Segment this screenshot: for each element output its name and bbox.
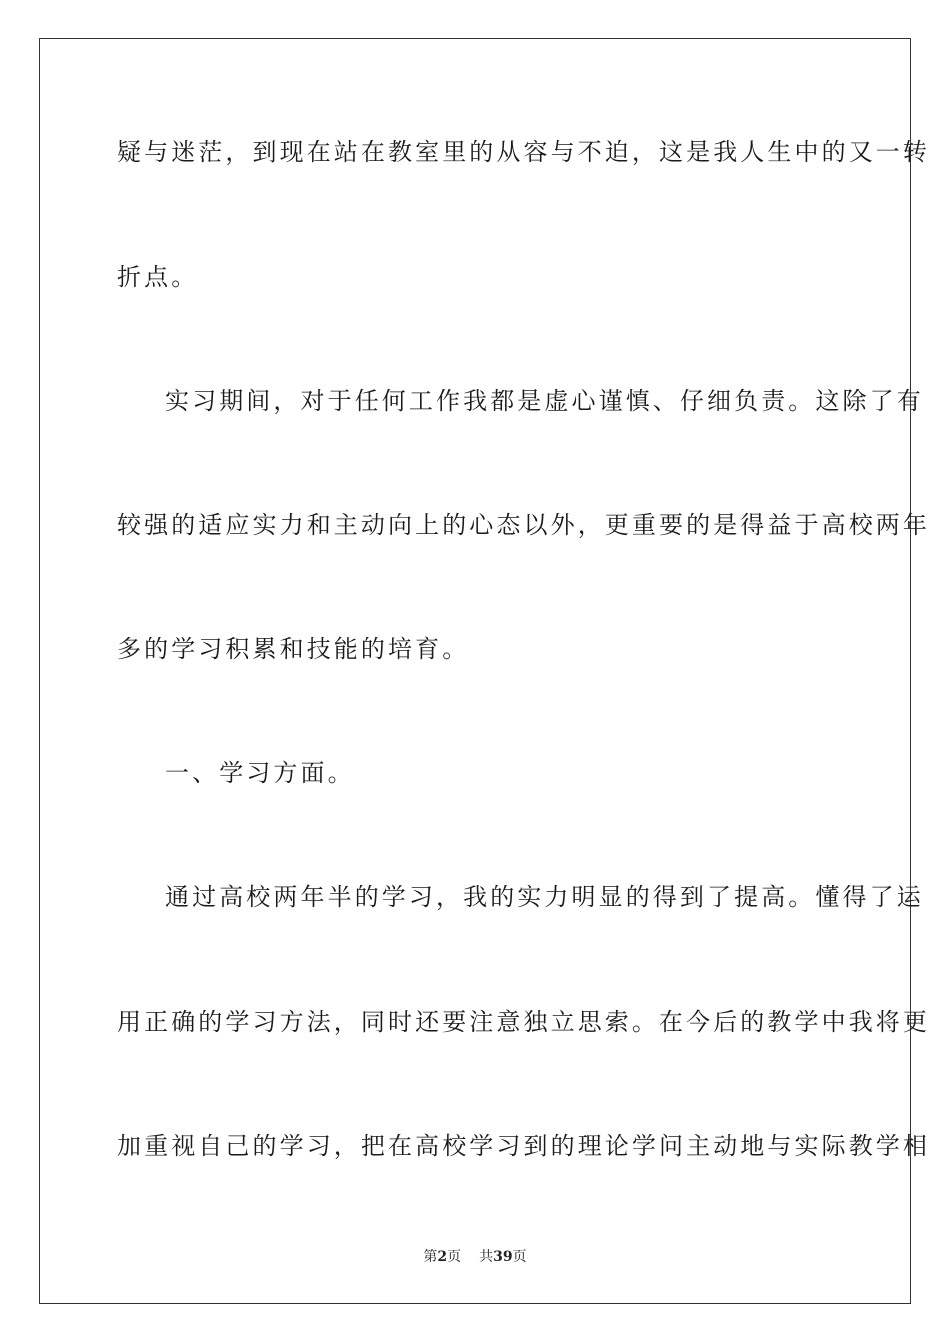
section-heading: 一、学习方面。 [165, 759, 355, 787]
page-footer [0, 1248, 950, 1266]
paragraph-line: 多的学习积累和技能的培育。 [117, 635, 470, 663]
total-suffix: 页 [512, 1249, 527, 1265]
total-prefix: 共 [479, 1249, 494, 1265]
page-suffix: 页 [447, 1249, 462, 1265]
paragraph-line: 折点。 [117, 263, 199, 291]
paragraph-line: 用正确的学习方法，同时还要注意独立思索。在今后的教学中我将更 [117, 1008, 930, 1036]
total-pages: 39 [493, 1249, 513, 1265]
paragraph-line: 通过高校两年半的学习，我的实力明显的得到了提高。懂得了运 [165, 883, 924, 911]
paragraph-line: 疑与迷茫，到现在站在教室里的从容与不迫，这是我人生中的又一转 [117, 138, 930, 166]
paragraph-line: 较强的适应实力和主动向上的心态以外，更重要的是得益于高校两年 [117, 511, 930, 539]
page-number: 2 [437, 1249, 448, 1265]
page-frame [39, 38, 930, 1304]
page-prefix: 第 [423, 1249, 438, 1265]
paragraph-line: 加重视自己的学习，把在高校学习到的理论学问主动地与实际教学相 [117, 1132, 930, 1160]
paragraph-line: 实习期间，对于任何工作我都是虚心谨慎、仔细负责。这除了有 [165, 387, 924, 415]
